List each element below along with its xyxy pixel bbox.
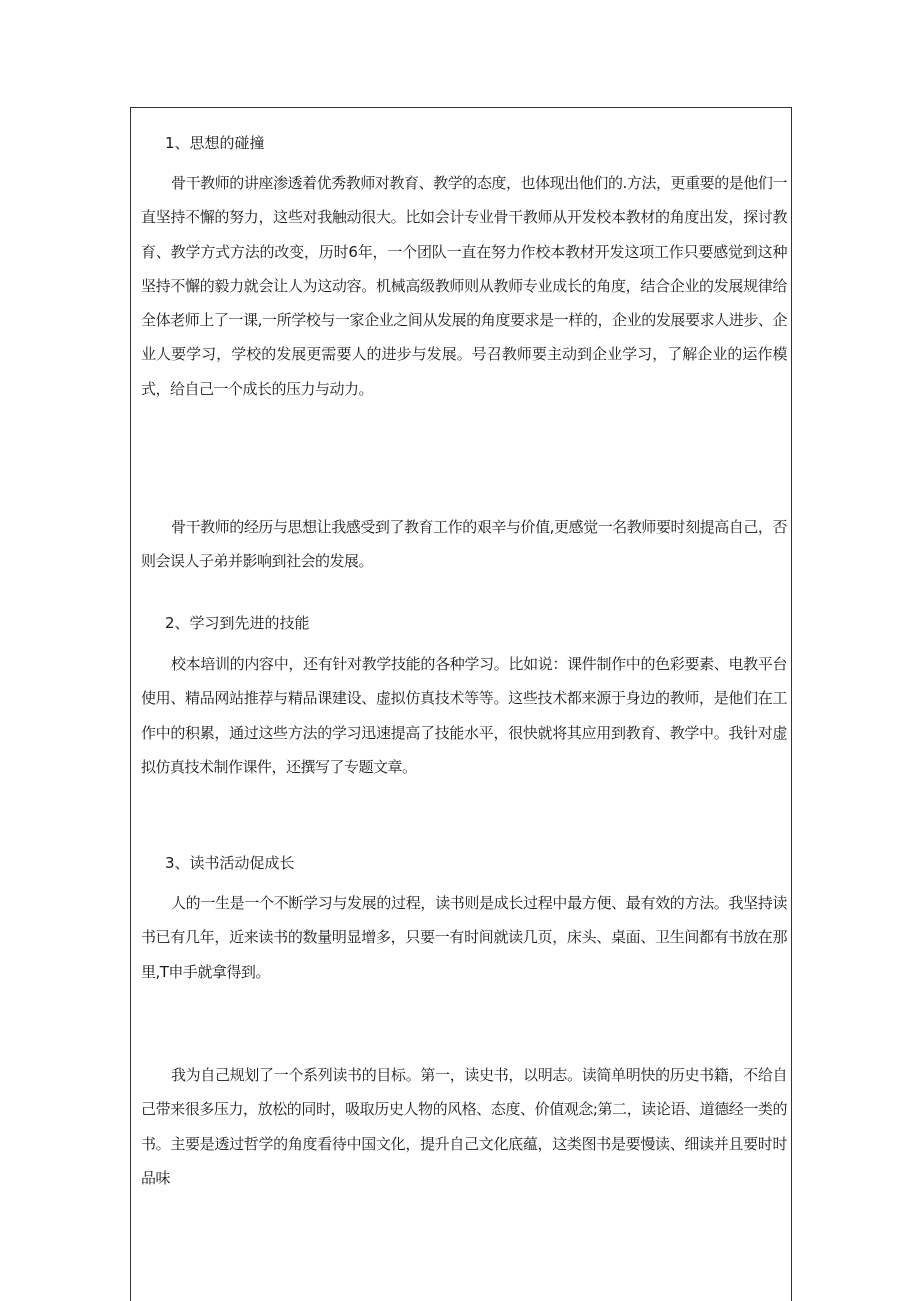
- paragraph: 骨干教师的讲座渗透着优秀教师对教育、教学的态度，也体现出他们的.方法，更重要的是他们一直坚持不懈的努力，这些对我触动很大。比如会计专业骨干教师从开发校本教材的角度出发，探讨教育、教学方式方法的改变，历时6年，一个团队一直在努力作校本教材开发这项工作只要感觉到这种坚持不懈的毅力就会让人为这动容。机械高级教师则从教师专业成长的角度，结合企业的发展规律给全体老师上了一课,一所学校与一家企业之间从发展的角度要求是一样的，企业的发展要求人进步、企业人要学习，学校的发展更需要人的进步与发展。号召教师要主动到企业学习，了解企业的运作模式，给自己一个成长的压力与动力。: [141, 174, 787, 398]
- section-heading: 3、读书活动促成长: [165, 854, 295, 872]
- paragraph: 校本培训的内容中，还有针对教学技能的各种学习。比如说：课件制作中的色彩要素、电教平台使用、精品网站推荐与精品课建设、虚拟仿真技术等等。这些技术都来源于身边的教师，是他们在工作中的积累，通过这些方法的学习迅速提高了技能水平，很快就将其应用到教育、教学中。我针对虚拟仿真技术制作课件，还撰写了专题文章。: [141, 655, 787, 776]
- paragraph: 人的一生是一个不断学习与发展的过程，读书则是成长过程中最方便、最有效的方法。我坚持读书已有几年，近来读书的数量明显增多，只要一有时间就读几页，床头、桌面、卫生间都有书放在那里,T申手就拿得到。: [141, 894, 787, 981]
- document-frame: [130, 107, 792, 1301]
- section-heading: 2、学习到先进的技能: [165, 614, 310, 632]
- paragraph: 我为自己规划了一个系列读书的目标。第一，读史书，以明志。读简单明快的历史书籍，不给自己带来很多压力，放松的同时，吸取历史人物的风格、态度、价值观念;第二，读论语、道德经一类的书。主要是透过哲学的角度看待中国文化，提升自己文化底蕴，这类图书是要慢读、细读并且要时时品味: [141, 1066, 787, 1187]
- paragraph: 骨干教师的经历与思想让我感受到了教育工作的艰辛与价值,更感觉一名教师要时刻提高自己，否则会误人子弟并影响到社会的发展。: [141, 518, 787, 571]
- section-heading: 1、思想的碰撞: [165, 134, 265, 152]
